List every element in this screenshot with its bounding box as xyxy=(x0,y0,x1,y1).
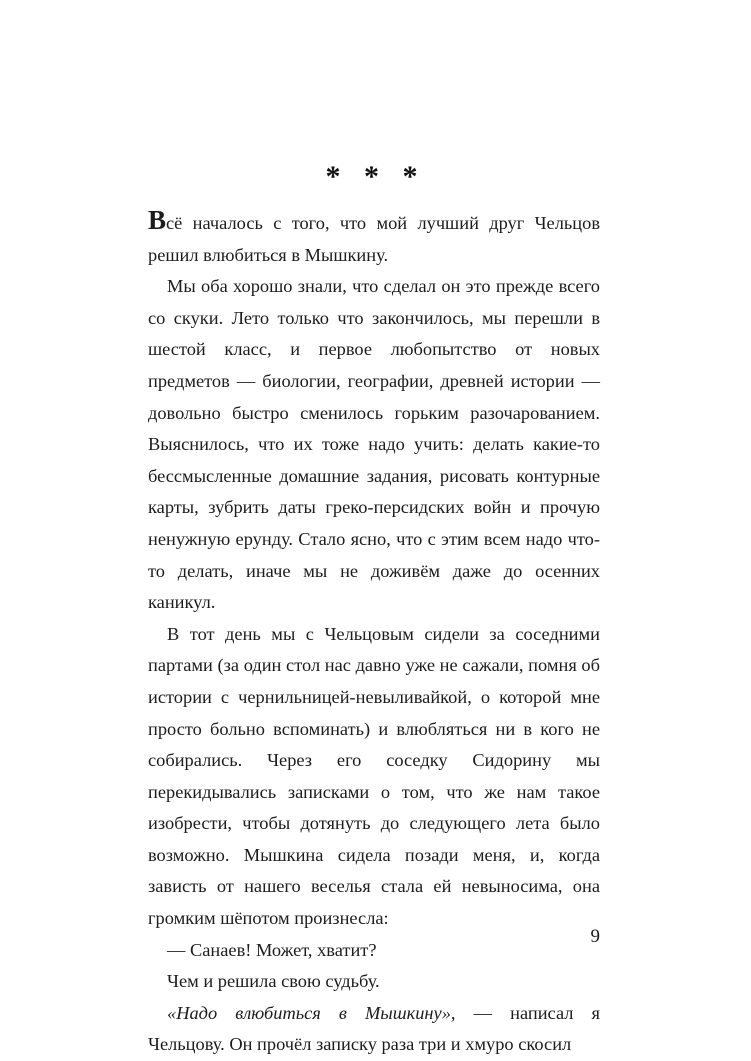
section-separator: * * * xyxy=(325,160,426,193)
drop-cap: В xyxy=(148,205,167,235)
paragraph-1-text: сё началось с того, что мой лучший друг Чельцов решил влюбиться в Мышкину. xyxy=(148,213,600,265)
paragraph-6-text: , — написал я Чельцову. Он прочёл записку раза три и хмуро скосил xyxy=(148,1002,600,1055)
paragraph-5: Чем и решила свою судьбу. xyxy=(167,971,380,992)
paragraph-2: Мы оба хорошо знали, что сделал он это прежде всего со скуки. Лето только что закончилось, мы перешли в шестой класс, и первое любопытство от новых предметов — биологии, географии, древней истории — довольно быстро сменилось горьким разочарованием. Выяснилось, что их тоже надо учить: делать какие-то бессмысленные домашние задания, рисовать контурные карты, зубрить даты греко-персидских войн и прочую ненужную ерунду. Стало ясно, что с этим всем надо что-то делать, иначе мы не доживём даже до осенних каникул. xyxy=(148,276,600,613)
page-number: 9 xyxy=(590,926,600,947)
body-text xyxy=(148,205,600,1061)
paragraph-1 xyxy=(148,205,600,271)
paragraph-dialogue: — Санаев! Может, хватит? xyxy=(167,939,377,960)
note-quote: «Надо влюбиться в Мышкину» xyxy=(167,1002,451,1023)
paragraph-3: В тот день мы с Чельцовым сидели за соседними партами (за один стол нас давно уже не сажали, помня об истории с чернильницей-невыливайкой, о которой мне просто больно вспоминать) и влюбляться ни в кого не собирались. Через его соседку Сидорину мы перекидывались записками о том, что же нам такое изобрести, чтобы дотянуть до следующего лета было возможно. Мышкина сидела позади меня, и, когда зависть от нашего веселья стала ей невыносима, она громким шёпотом произнесла: xyxy=(148,623,600,929)
paragraph-6 xyxy=(148,998,600,1061)
